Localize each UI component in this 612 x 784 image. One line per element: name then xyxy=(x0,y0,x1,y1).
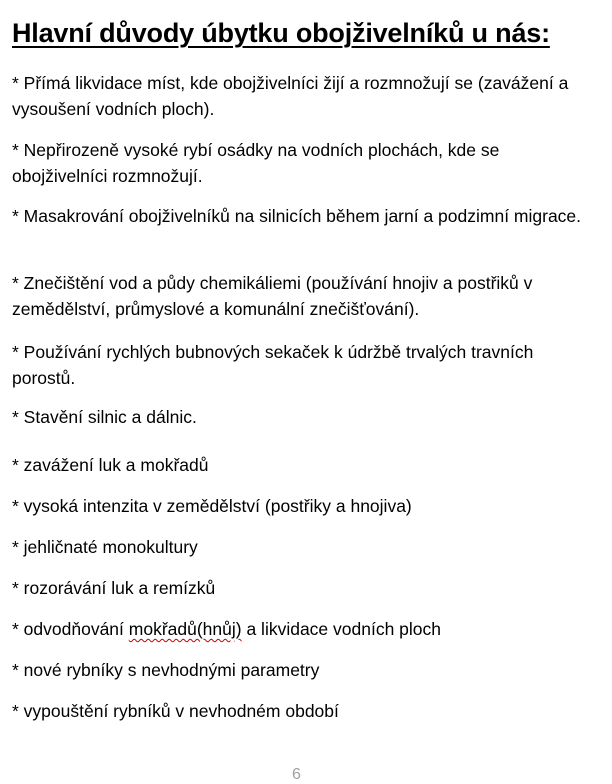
list-item: * vysoká intenzita v zemědělství (postřiky a hnojiva) xyxy=(12,496,412,516)
list-item: * rozorávání luk a remízků xyxy=(12,578,216,598)
item-suffix: a likvidace vodních ploch xyxy=(241,619,442,639)
list-item: * Znečištění vod a půdy chemikáliemi (používání hnojiv a postřiků v zemědělství, průmyslové a komunální znečišťování). xyxy=(12,273,533,319)
list-item: * vypouštění rybníků v nevhodném období xyxy=(12,701,339,721)
list-item: * Přímá likvidace míst, kde obojživelníci žijí a rozmnožují se (zavážení a vysoušení vodních ploch). xyxy=(12,73,569,119)
list-item: * Masakrování obojživelníků na silnicích během jarní a podzimní migrace. xyxy=(12,206,582,226)
list-item: * jehličnaté monokultury xyxy=(12,537,198,557)
list-item-drainage xyxy=(12,616,597,642)
item-prefix: * odvodňování xyxy=(12,619,129,639)
spellcheck-marked-word: mokřadů(hnůj) xyxy=(128,619,242,639)
page-number: 6 xyxy=(292,766,301,783)
list-item: * Nepřirozeně vysoké rybí osádky na vodních plochách, kde se obojživelníci rozmnožují. xyxy=(12,140,500,186)
list-item: * Stavění silnic a dálnic. xyxy=(12,407,197,427)
list-item: * zavážení luk a mokřadů xyxy=(12,455,209,475)
list-item: * nové rybníky s nevhodnými parametry xyxy=(12,660,320,680)
page-title: Hlavní důvody úbytku obojživelníků u nás: xyxy=(12,18,550,48)
list-item: * Používání rychlých bubnových sekaček k údržbě trvalých travních porostů. xyxy=(12,342,534,388)
